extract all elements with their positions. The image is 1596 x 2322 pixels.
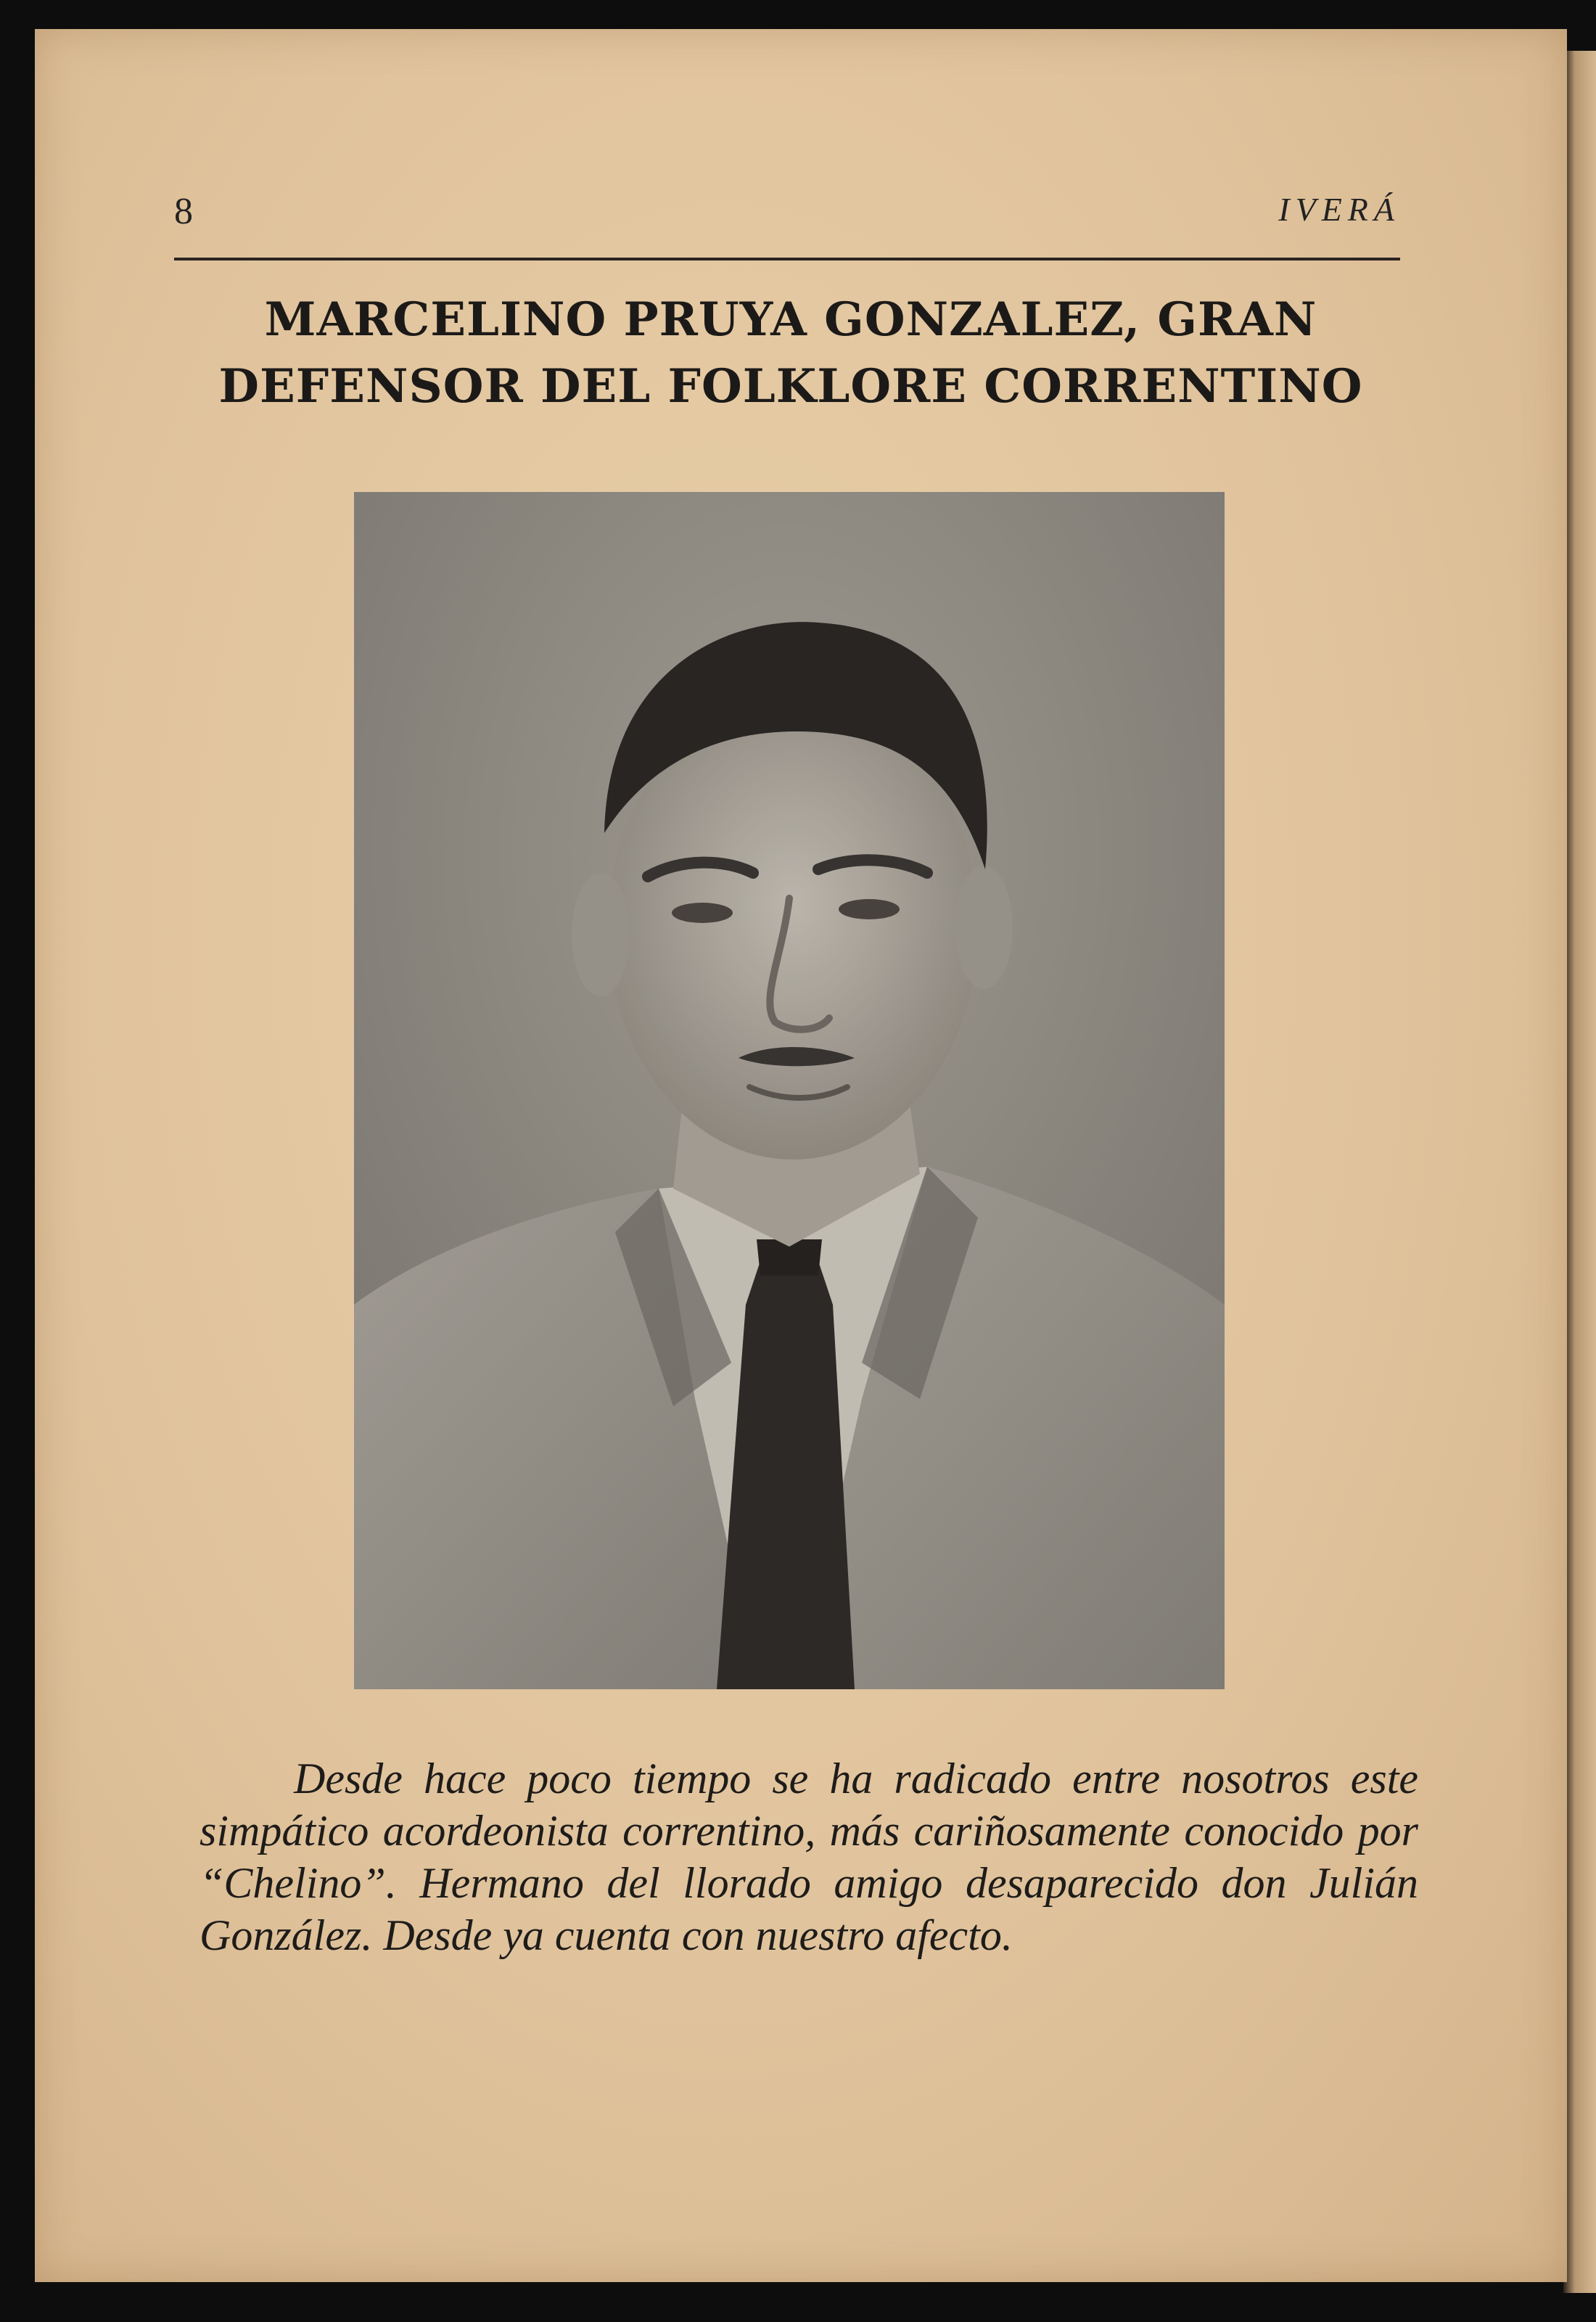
photo-caption: Desde hace poco tiempo se ha radicado entre nosotros este simpático acordeonista correntino, más cariñosamente conocido por “Chelino”. Hermano del llorado amigo desaparecido don Julián González. Desde ya cuenta con nuestro afecto.: [200, 1755, 1418, 1959]
page-header: [174, 190, 1400, 248]
portrait-photo: [354, 492, 1225, 1689]
page-number: 8: [174, 191, 193, 232]
portrait-illustration: [354, 492, 1225, 1689]
page-fold: [1563, 51, 1596, 2293]
header-rule: [174, 258, 1400, 260]
running-title: IVERÁ: [1278, 191, 1400, 228]
article-headline: MARCELINO PRUYA GONZALEZ, GRAN DEFENSOR DEL FOLKLORE CORRENTINO: [218, 292, 1363, 414]
